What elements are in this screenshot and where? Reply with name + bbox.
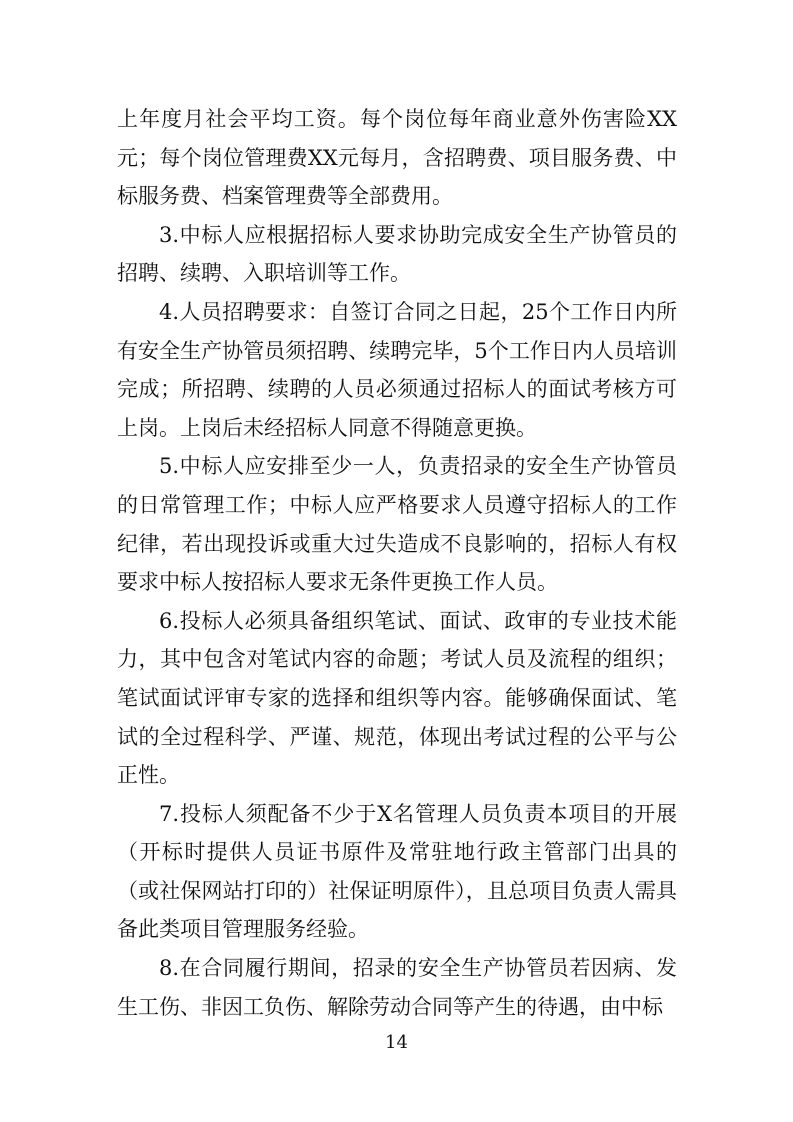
document-body xyxy=(117,100,677,1026)
paragraph-item-5: 5.中标人应安排至少一人，负责招录的安全生产协管员的日常管理工作；中标人应严格要求人员遵守招标人的工作纪律，若出现投诉或重大过失造成不良影响的，招标人有权要求中标人按招标人要求无条件更换工作人员。 xyxy=(117,454,677,595)
paragraph-item-4: 4.人员招聘要求：自签订合同之日起，25个工作日内所有安全生产协管员须招聘、续聘完毕，5个工作日内人员培训完成；所招聘、续聘的人员必须通过招标人的面试考核方可上岗。上岗后未经招标人同意不得随意更换。 xyxy=(117,299,677,440)
paragraph-item-6: 6.投标人必须具备组织笔试、面试、政审的专业技术能力，其中包含对笔试内容的命题；考试人员及流程的组织；笔试面试评审专家的选择和组织等内容。能够确保面试、笔试的全过程科学、严谨、规范，体现出考试过程的公平与公正性。 xyxy=(117,608,677,788)
page-number: 14 xyxy=(385,1032,408,1053)
paragraph-continuation: 上年度月社会平均工资。每个岗位每年商业意外伤害险XX元；每个岗位管理费XX元每月，含招聘费、项目服务费、中标服务费、档案管理费等全部费用。 xyxy=(117,107,677,209)
paragraph-item-7: 7.投标人须配备不少于X名管理人员负责本项目的开展（开标时提供人员证书原件及常驻地行政主管部门出具的（或社保网站打印的）社保证明原件），且总项目负责人需具备此类项目管理服务经验。 xyxy=(117,801,677,942)
paragraph-item-3: 3.中标人应根据招标人要求协助完成安全生产协管员的招聘、续聘、入职培训等工作。 xyxy=(117,222,677,286)
paragraph-item-8: 8.在合同履行期间，招录的安全生产协管员若因病、发生工伤、非因工负伤、解除劳动合同等产生的待遇，由中标 xyxy=(117,956,677,1019)
